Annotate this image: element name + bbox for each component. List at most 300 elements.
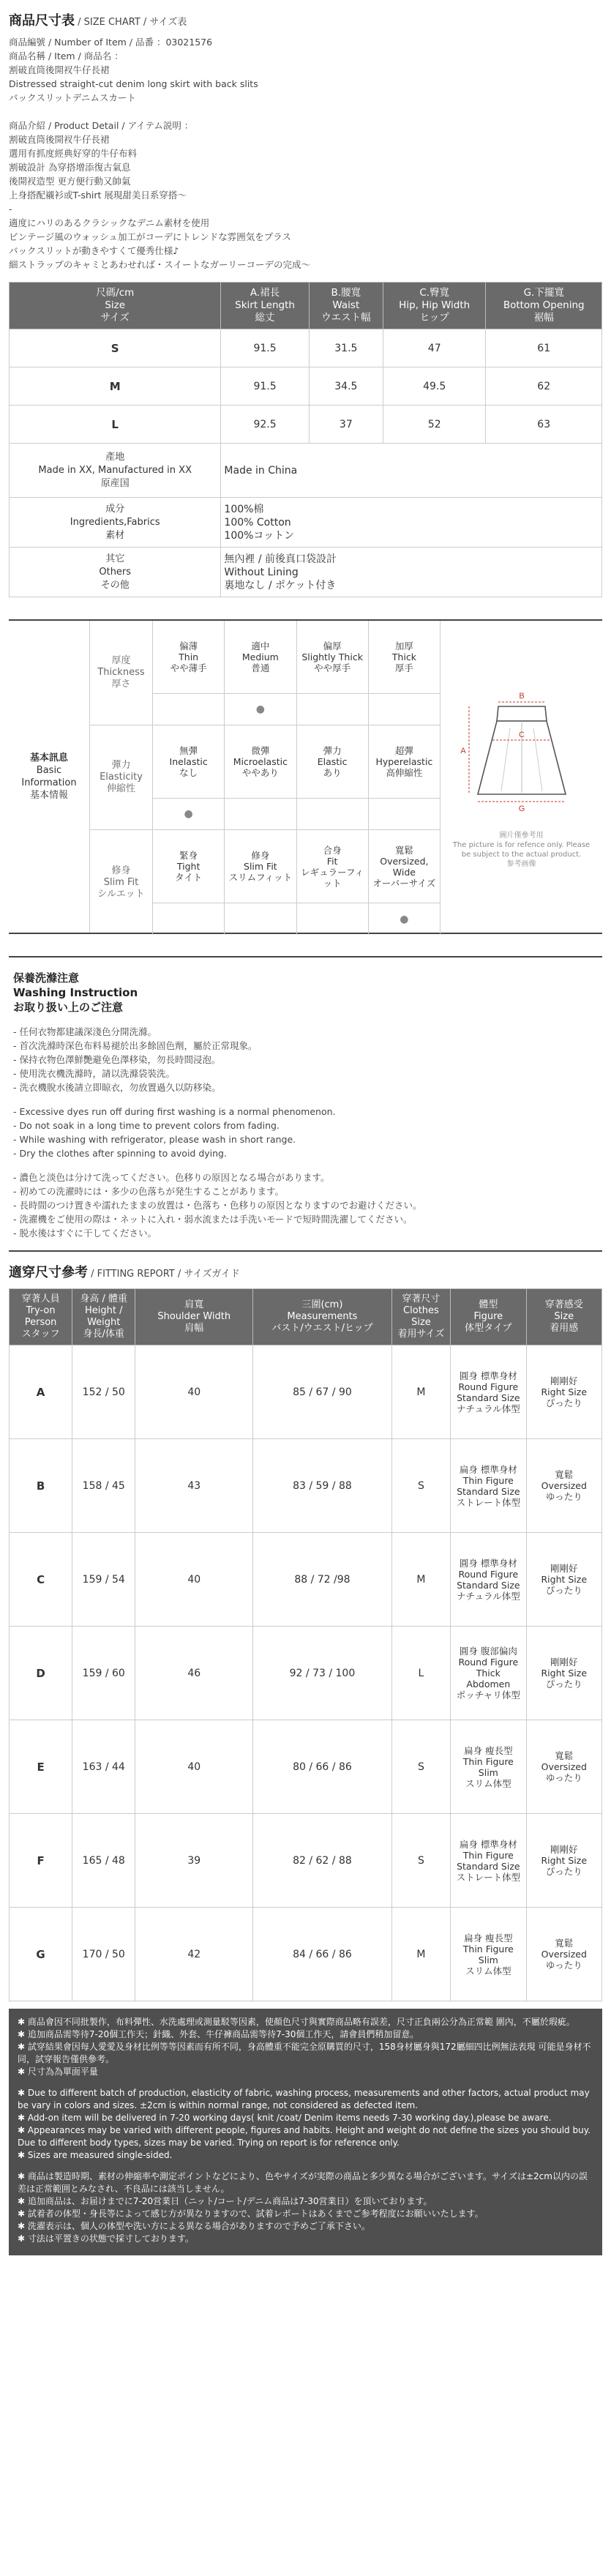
fitting-shoulder: 40 <box>135 1533 253 1627</box>
size-value: 52 <box>383 406 485 444</box>
basic-info-option-line: 偏薄 <box>179 641 198 652</box>
basic-info-option-line: オーバーサイズ <box>372 877 436 889</box>
selected-dot-icon <box>297 799 368 829</box>
washing-section <box>9 956 602 1252</box>
fitting-figure-line: Slim <box>478 1766 498 1778</box>
fitting-clothes-size: S <box>391 1814 450 1908</box>
washing-line: - 保持衣物色澤鮮艷避免色澤移染，勿長時間浸泡。 <box>13 1054 221 1065</box>
fitting-shoulder: 46 <box>135 1627 253 1720</box>
fitting-figure-line: ストレート体型 <box>456 1496 521 1508</box>
fitting-col-header-line: 身高 / 體重 <box>80 1293 128 1304</box>
fitting-row <box>10 1627 602 1720</box>
fitting-feel-line: ぴったり <box>545 1397 582 1408</box>
basic-info-option-text <box>369 621 440 694</box>
others-label <box>10 548 221 597</box>
fitting-figure-line: Round Figure <box>458 1568 519 1580</box>
fitting-figure-line: Standard Size <box>457 1392 520 1403</box>
washing-group <box>13 1025 598 1094</box>
ingredients-value-line: 100% Cotton <box>224 516 291 529</box>
fitting-measurements: 80 / 66 / 86 <box>253 1720 392 1814</box>
size-value: 61 <box>486 329 602 367</box>
fitting-figure-line: スリム体型 <box>465 1965 511 1976</box>
skirt-diagram-panel <box>441 621 602 933</box>
fitting-title-main: 適穿尺寸參考 <box>9 1265 88 1280</box>
basic-info-option <box>225 830 296 935</box>
size-value: 47 <box>383 329 485 367</box>
basic-info-label <box>9 621 89 933</box>
basic-info-option-line: Slightly Thick <box>301 652 363 662</box>
selected-dot-icon <box>369 694 440 725</box>
washing-group <box>13 1105 598 1160</box>
product-line: バックスリットが動きやすくて優秀仕様♪ <box>9 245 179 256</box>
note-line: ✱ 追加商品は、お届けまでに7-20営業日（ニット/コート/デニム商品は7-30営業日）を頂いております。 <box>18 2196 432 2206</box>
size-value: 62 <box>486 367 602 406</box>
basic-info-row-head <box>90 621 153 725</box>
fitting-feel-line: Oversized <box>541 1761 587 1772</box>
basic-info-option-line: あり <box>323 767 342 778</box>
fitting-figure-line: Standard Size <box>457 1579 520 1591</box>
fitting-feel-line: 剛剛好 <box>550 1844 578 1855</box>
fitting-col-header-line: 穿著感受 <box>544 1299 583 1310</box>
product-line: バックスリットデニムスカート <box>9 92 136 103</box>
fitting-measurements: 92 / 73 / 100 <box>253 1627 392 1720</box>
fitting-col-header-line: Size <box>554 1311 574 1322</box>
size-col-header-line: Skirt Length <box>235 299 295 311</box>
fitting-figure-line: Thin Figure <box>462 1849 514 1861</box>
fitting-clothes-size: M <box>391 1908 450 2001</box>
basic-info-option <box>369 621 441 725</box>
others-label-line: その他 <box>100 579 130 591</box>
basic-info-label-jp: 基本情報 <box>29 790 68 801</box>
fitting-col-header <box>391 1289 450 1345</box>
note-line: ✱ Add-on item will be delivered in 7-20 working days( knit /coat/ Denim items needs 7-30 working day.),please be aware. <box>18 2113 552 2123</box>
washing-groups <box>13 1025 598 1240</box>
product-line: 商品編號 / Number of Item / 品番 ：03021576 <box>9 37 213 48</box>
basic-info-option-text <box>153 725 224 799</box>
note-line: ✱ 寸法は平置きの状態で採寸しております。 <box>18 2233 194 2244</box>
basic-info-option-label <box>242 641 279 673</box>
basic-info-option-line: Tight <box>176 861 200 872</box>
basic-info-option <box>369 725 441 829</box>
fitting-height-weight: 165 / 48 <box>72 1814 135 1908</box>
fitting-col-header-line: バスト/ウエスト/ヒップ <box>271 1323 373 1334</box>
fitting-figure-line: 扁身 瘦長型 <box>464 1932 513 1944</box>
product-line: 商品介紹 / Product Detail / アイテム説明 ： <box>9 120 194 131</box>
fitting-person: B <box>10 1439 72 1533</box>
fitting-shoulder: 42 <box>135 1908 253 2001</box>
size-col-header-line: ヒップ <box>419 312 449 324</box>
washing-group <box>13 1171 598 1240</box>
size-table-extra <box>10 444 602 597</box>
size-col-header-line: 尺碼/cm <box>96 287 135 299</box>
fitting-row <box>10 1814 602 1908</box>
others-row <box>10 548 602 597</box>
fitting-col-header-line: Figure <box>473 1311 503 1322</box>
size-col-header-line: 裾幅 <box>533 312 554 324</box>
size-col-header-line: ウエスト幅 <box>321 312 371 324</box>
fitting-figure <box>451 1908 526 2001</box>
note-group <box>18 2170 593 2245</box>
fitting-measurements: 85 / 67 / 90 <box>253 1345 392 1439</box>
fitting-figure-line: Thin Figure <box>462 1943 514 1955</box>
origin-label-line: Made in XX, Manufactured in XX <box>38 464 192 476</box>
washing-title <box>13 971 598 1015</box>
product-description <box>9 35 602 272</box>
washing-line: - 洗濯機をご使用の際は・ネットに入れ・弱水流または手洗いモードで短時間洗濯してください。 <box>13 1214 413 1225</box>
size-label: L <box>10 406 221 444</box>
fitting-col-header-line: Weight <box>87 1317 121 1328</box>
fitting-figure <box>451 1439 526 1533</box>
origin-row <box>10 444 602 498</box>
size-col-header <box>309 283 383 329</box>
fitting-measurements: 84 / 66 / 86 <box>253 1908 392 2001</box>
size-col-header <box>383 283 485 329</box>
fitting-feel-line: Oversized <box>541 1480 587 1491</box>
fitting-col-header <box>10 1289 72 1345</box>
note-group <box>18 2087 593 2162</box>
size-col-header <box>486 283 602 329</box>
basic-info-options <box>153 725 441 829</box>
basic-info-option <box>225 725 296 829</box>
fitting-figure-line: Thin Figure <box>462 1755 514 1767</box>
note-line: ✱ 商品會因不同批製作，布料彈性、水洗處理或測量駁等因素，使顏色尺寸與實際商品略有誤差，尺寸正負兩公分為正常範 圍內，不屬於瑕疵。 <box>18 2017 575 2027</box>
basic-info-option <box>369 830 441 935</box>
fitting-figure <box>451 1345 526 1439</box>
fitting-figure-line: Round Figure <box>458 1381 519 1392</box>
basic-info-option-text <box>225 830 296 903</box>
basic-info-option-line: 寬鬆 <box>394 844 413 856</box>
reference-note-zh: 圖片僅參考用 <box>499 832 544 840</box>
fitting-col-header-line: スタッフ <box>21 1329 60 1340</box>
fitting-col-header-line: Shoulder Width <box>157 1311 231 1322</box>
size-value: 49.5 <box>383 367 485 406</box>
basic-info-row-head-text <box>97 655 144 690</box>
size-table <box>9 282 602 597</box>
fitting-col-header-line: Person <box>24 1317 57 1328</box>
fitting-col-header-line: Try-on <box>26 1305 56 1316</box>
fitting-col-header <box>526 1289 601 1345</box>
fitting-figure-line: 扁身 標準身材 <box>459 1463 517 1475</box>
fitting-row <box>10 1533 602 1627</box>
fitting-figure-line: Standard Size <box>457 1485 520 1497</box>
basic-info-option <box>297 830 369 935</box>
fitting-clothes-size: M <box>391 1345 450 1439</box>
washing-line: - 初めての洗濯時には・多少の色落ちが発生することがあります。 <box>13 1186 284 1197</box>
fitting-figure-line: 圓身 標準身材 <box>459 1370 517 1381</box>
fitting-col-header-line: 肩寬 <box>184 1299 204 1310</box>
size-value: 63 <box>486 406 602 444</box>
selected-dot-icon: ● <box>400 913 409 925</box>
basic-info-option-line: やや薄手 <box>170 662 207 673</box>
fitting-person: G <box>10 1908 72 2001</box>
size-col-header-line: G.下擺寬 <box>523 287 564 299</box>
fitting-row <box>10 1439 602 1533</box>
basic-info-option-line: 厚手 <box>394 662 413 673</box>
fitting-col-header-line: 三圍(cm) <box>301 1299 343 1310</box>
size-col-header <box>10 283 221 329</box>
size-chart-title-sub: / SIZE CHART / サイズ表 <box>75 17 187 28</box>
basic-info-row-head <box>90 725 153 829</box>
fitting-feel-line: ぴったり <box>545 1585 582 1596</box>
basic-info-option-line: Microelastic <box>233 756 288 767</box>
fitting-person: D <box>10 1627 72 1720</box>
fitting-figure <box>451 1720 526 1814</box>
basic-info-option-line: スリムフィット <box>228 872 293 883</box>
reference-note-en: The picture is for refence only. Please be subject to the actual product. <box>452 841 591 859</box>
fitting-figure-line: スリム体型 <box>465 1777 511 1789</box>
note-line: ✱ 尺寸為為單面平量 <box>18 2067 98 2077</box>
fitting-feel <box>526 1627 601 1720</box>
washing-line: - 洗衣機脫水後請立即晾衣，勿放置過久以防移染。 <box>13 1082 221 1093</box>
fitting-figure-line: ポッチャリ体型 <box>456 1690 520 1700</box>
fitting-title-sub: / FITTING REPORT / サイズガイド <box>88 1269 240 1280</box>
size-col-header-line: Waist <box>332 299 360 311</box>
fitting-col-header-line: 身長/体重 <box>83 1329 124 1340</box>
fitting-row <box>10 1720 602 1814</box>
size-row <box>10 367 602 406</box>
ingredients-label <box>10 498 221 548</box>
fitting-clothes-size: S <box>391 1439 450 1533</box>
selected-dot-icon: ● <box>184 808 193 820</box>
basic-info-option-line: Oversized, Wide <box>380 855 429 878</box>
fitting-figure-line: Round Figure <box>458 1657 519 1668</box>
fitting-height-weight: 159 / 54 <box>72 1533 135 1627</box>
basic-info-label-en: Basic Information <box>21 765 77 788</box>
note-group <box>18 2016 593 2078</box>
product-line: 上身搭配襯衫或T-shirt 展現甜美日系穿搭～ <box>9 190 187 201</box>
fitting-row <box>10 1345 602 1439</box>
basic-info-options <box>153 621 441 725</box>
basic-info-option-label <box>318 745 348 778</box>
fitting-figure-line: ストレート体型 <box>456 1871 521 1883</box>
fitting-feel <box>526 1814 601 1908</box>
note-line: ✱ Sizes are measured single-sided. <box>18 2150 173 2160</box>
basic-info-option-label <box>229 850 293 883</box>
others-value-line: Without Lining <box>224 566 299 578</box>
product-line <box>9 105 602 119</box>
ingredients-row <box>10 498 602 548</box>
size-table-header <box>10 283 602 329</box>
basic-info-option <box>297 725 369 829</box>
size-value: 34.5 <box>309 367 383 406</box>
fitting-figure-line: 扁身 瘦長型 <box>464 1744 513 1756</box>
basic-info-row-head <box>90 830 153 935</box>
basic-info-option-line: 高伸縮性 <box>386 767 423 778</box>
basic-info-label-zh: 基本訊息 <box>29 753 68 764</box>
fitting-table-body <box>10 1345 602 2001</box>
ingredients-label-line: 成分 <box>105 503 125 515</box>
selected-dot-icon <box>297 694 368 725</box>
washing-title-zh: 保養洗滌注意 <box>13 971 80 985</box>
note-line: ✱ 商品は製造時期、素材の伸縮率や測定ポイントなどにより、色やサイズが実際の商品と多少異なる場合がございます。サイズは±2cm以内の誤差は正常範囲とみなされ、不良品には該当しません。 <box>18 2171 588 2194</box>
basic-info-option-line: Thin <box>179 652 199 662</box>
size-label: S <box>10 329 221 367</box>
fitting-clothes-size: S <box>391 1720 450 1814</box>
basic-info-option-label <box>301 641 363 673</box>
basic-info-row-head-line: 厚度 <box>111 655 131 666</box>
origin-label-line: 產地 <box>105 451 125 463</box>
selected-dot-icon <box>225 903 296 935</box>
basic-info-option-label <box>170 745 208 778</box>
washing-title-jp: お取り扱い上のご注意 <box>13 1001 124 1014</box>
product-line: 後開衩造型 更方便行動又帥氣 <box>9 176 131 187</box>
basic-info-options <box>153 830 441 935</box>
size-col-header-line: Size <box>105 299 126 311</box>
fitting-col-header-line: 着用感 <box>550 1323 579 1334</box>
basic-info-option-line: Thick <box>391 652 416 662</box>
fitting-shoulder: 39 <box>135 1814 253 1908</box>
basic-info-row-head-text <box>100 760 143 795</box>
measure-letter-a: A <box>460 747 466 755</box>
fitting-height-weight: 170 / 50 <box>72 1908 135 2001</box>
washing-line: - 長時間のつけ置きや濡れたままの放置は・色落ち・色移りの原因となりますのでお避けください。 <box>13 1200 422 1211</box>
note-line: ✱ Due to different batch of production, elasticity of fabric, washing process, measurements and other factors, actual product may be vary in colors and sizes. ±2cm is within normal range, not considered as defected item. <box>18 2088 590 2110</box>
note-line: ✱ 追加商品需等待7-20個工作天；針織、外套、牛仔褲商品需等待7-30個工作天，請會員們稍加留意。 <box>18 2029 419 2039</box>
basic-info-row-head-line: Thickness <box>97 667 145 678</box>
product-line: 割破設計 為穿搭增添復古氣息 <box>9 162 131 173</box>
basic-info-option <box>297 621 369 725</box>
basic-info-section <box>9 619 602 934</box>
fitting-col-header-line: 穿著人員 <box>21 1293 60 1304</box>
fitting-height-weight: 163 / 44 <box>72 1720 135 1814</box>
washing-line: - While washing with refrigerator, please wash in short range. <box>13 1134 296 1145</box>
basic-info-option-text <box>153 621 224 694</box>
size-col-header-line: B.腰寬 <box>331 287 361 299</box>
fitting-person: A <box>10 1345 72 1439</box>
fitting-feel-line: ゆったり <box>545 1772 582 1783</box>
product-line: 割破直筒後開衩牛仔長裙 <box>9 64 110 75</box>
size-value: 91.5 <box>221 329 309 367</box>
basic-info-row-head-line: 厚さ <box>111 679 131 690</box>
washing-line: - Dry the clothes after spinning to avoid dying. <box>13 1148 227 1159</box>
fitting-clothes-size: M <box>391 1533 450 1627</box>
washing-line: - Do not soak in a long time to prevent colors from fading. <box>13 1120 280 1131</box>
origin-label-line: 原産国 <box>100 477 130 489</box>
origin-label <box>10 444 221 498</box>
fitting-person: F <box>10 1814 72 1908</box>
ingredients-value-line: 100%棉 <box>224 503 264 515</box>
fitting-feel-line: 剛剛好 <box>550 1375 578 1386</box>
reference-note <box>449 831 595 869</box>
basic-info-option-text <box>297 830 368 903</box>
basic-info-option <box>153 830 225 935</box>
ingredients-value <box>221 498 602 548</box>
basic-info-row-head-line: 彈力 <box>111 760 131 771</box>
fitting-feel-line: ゆったり <box>545 1960 582 1971</box>
basic-info-option-text <box>297 725 368 799</box>
basic-info-option-line: 超彈 <box>394 745 413 756</box>
basic-info-option-line: ややあり <box>241 767 279 778</box>
washing-line: - 使用洗衣機洗滌時，請以洗滌袋裝洗。 <box>13 1068 175 1079</box>
others-value <box>221 548 602 597</box>
fitting-row <box>10 1908 602 2001</box>
size-col-header-line: Hip, Hip Width <box>399 299 471 311</box>
fitting-col-header <box>135 1289 253 1345</box>
size-row <box>10 406 602 444</box>
fitting-col-header-line: Measurements <box>287 1311 358 1322</box>
basic-info-row <box>90 621 441 725</box>
basic-info-option-text <box>369 725 440 799</box>
selected-dot-icon <box>153 903 224 935</box>
basic-info-option-line: Slim Fit <box>244 861 277 872</box>
fitting-figure-line: Standard Size <box>457 1860 520 1872</box>
fitting-table-header <box>10 1289 602 1345</box>
basic-info-option-line: Medium <box>241 652 279 662</box>
basic-info-option-line: 合身 <box>323 844 342 856</box>
selected-dot-icon <box>369 799 440 829</box>
product-line: 割破直筒後開衩牛仔長裙 <box>9 134 110 145</box>
fitting-col-header-line: 着用サイズ <box>397 1329 445 1340</box>
size-chart-title-main: 商品尺寸表 <box>9 13 75 29</box>
basic-info-option-line: 微彈 <box>251 745 270 756</box>
selected-dot-icon <box>225 799 296 829</box>
fitting-feel-line: Right Size <box>541 1855 588 1866</box>
basic-info-option-line: タイト <box>174 872 203 883</box>
fitting-col-header-line: 体型タイプ <box>465 1323 512 1334</box>
basic-info-option <box>153 725 225 829</box>
fitting-feel-line: Right Size <box>541 1574 588 1585</box>
fitting-col-header-line: 體型 <box>479 1299 498 1310</box>
ingredients-label-line: 素材 <box>105 529 125 541</box>
fitting-figure-line: Slim <box>478 1954 498 1965</box>
fitting-col-header-line: Clothes <box>403 1305 439 1316</box>
fitting-person: E <box>10 1720 72 1814</box>
fitting-feel <box>526 1908 601 2001</box>
basic-info-option-text <box>153 830 224 903</box>
basic-info-option-label <box>297 845 368 889</box>
fitting-clothes-size: L <box>391 1627 450 1720</box>
others-value-line: 裏地なし / ポケット付き <box>224 579 337 591</box>
fitting-feel-line: 剛剛好 <box>550 1657 578 1668</box>
fitting-feel-line: 寬鬆 <box>555 1469 574 1480</box>
basic-info-option-line: Inelastic <box>169 756 208 767</box>
fitting-feel-line: ぴったり <box>545 1679 582 1690</box>
size-value: 37 <box>309 406 383 444</box>
fitting-figure <box>451 1814 526 1908</box>
size-col-header <box>221 283 309 329</box>
note-line: ✱ Appearances may be varied with different people, figures and habits. Height and weight do not define the sizes you should buy. Due to different body types, sizes may be varied. Trying on report is for reference only. <box>18 2125 591 2148</box>
fitting-figure-line: Thick Abdomen <box>466 1668 511 1690</box>
fitting-measurements: 82 / 62 / 88 <box>253 1814 392 1908</box>
product-line: 適度にハリのあるクラシックなデニム素材を使用 <box>9 217 210 228</box>
basic-info-option-line: Fit <box>326 855 338 867</box>
fitting-figure-line: ナチュラル体型 <box>456 1403 520 1414</box>
washing-line: - 首次洗滌時深色布料易褪於出多餘固色劑，屬於正常現象。 <box>13 1040 258 1051</box>
fitting-shoulder: 40 <box>135 1345 253 1439</box>
basic-info-option-line: 加厚 <box>394 641 413 652</box>
skirt-outline <box>478 706 566 794</box>
basic-info-option-line: やや厚手 <box>314 662 351 673</box>
fitting-table <box>9 1288 602 2001</box>
size-col-header-line: A.裙長 <box>250 287 280 299</box>
fitting-col-header-line: Size <box>411 1317 431 1328</box>
basic-info-option-line: 無彈 <box>179 745 198 756</box>
basic-info-row-head-line: 修身 <box>111 865 131 876</box>
basic-info-option-text <box>225 725 296 799</box>
basic-info-option-line: レギュラーフィット <box>301 866 364 889</box>
size-table-body <box>10 329 602 444</box>
ingredients-label-line: Ingredients,Fabrics <box>70 516 160 528</box>
note-line: ✱ 試穿結果會因每人愛愛及身材比例等等因素而有所不同，身高體重不能完全原購買的尺寸，158身材屬身與172屬細四比例無法表現 可能是身材不同，試穿報告僅供參考。 <box>18 2042 591 2064</box>
product-line: 選用有抓度經典好穿的牛仔布料 <box>9 148 138 159</box>
fitting-figure <box>451 1627 526 1720</box>
basic-info-option-line: 適中 <box>251 641 270 652</box>
others-value-line: 無內裡 / 前後真口袋設計 <box>224 553 337 565</box>
basic-info-option-line: 彈力 <box>323 745 342 756</box>
size-col-header-line: C.臀寬 <box>419 287 450 299</box>
washing-line: - Excessive dyes run off during first washing is a normal phenomenon. <box>13 1106 336 1117</box>
basic-info-option-label <box>392 641 416 673</box>
